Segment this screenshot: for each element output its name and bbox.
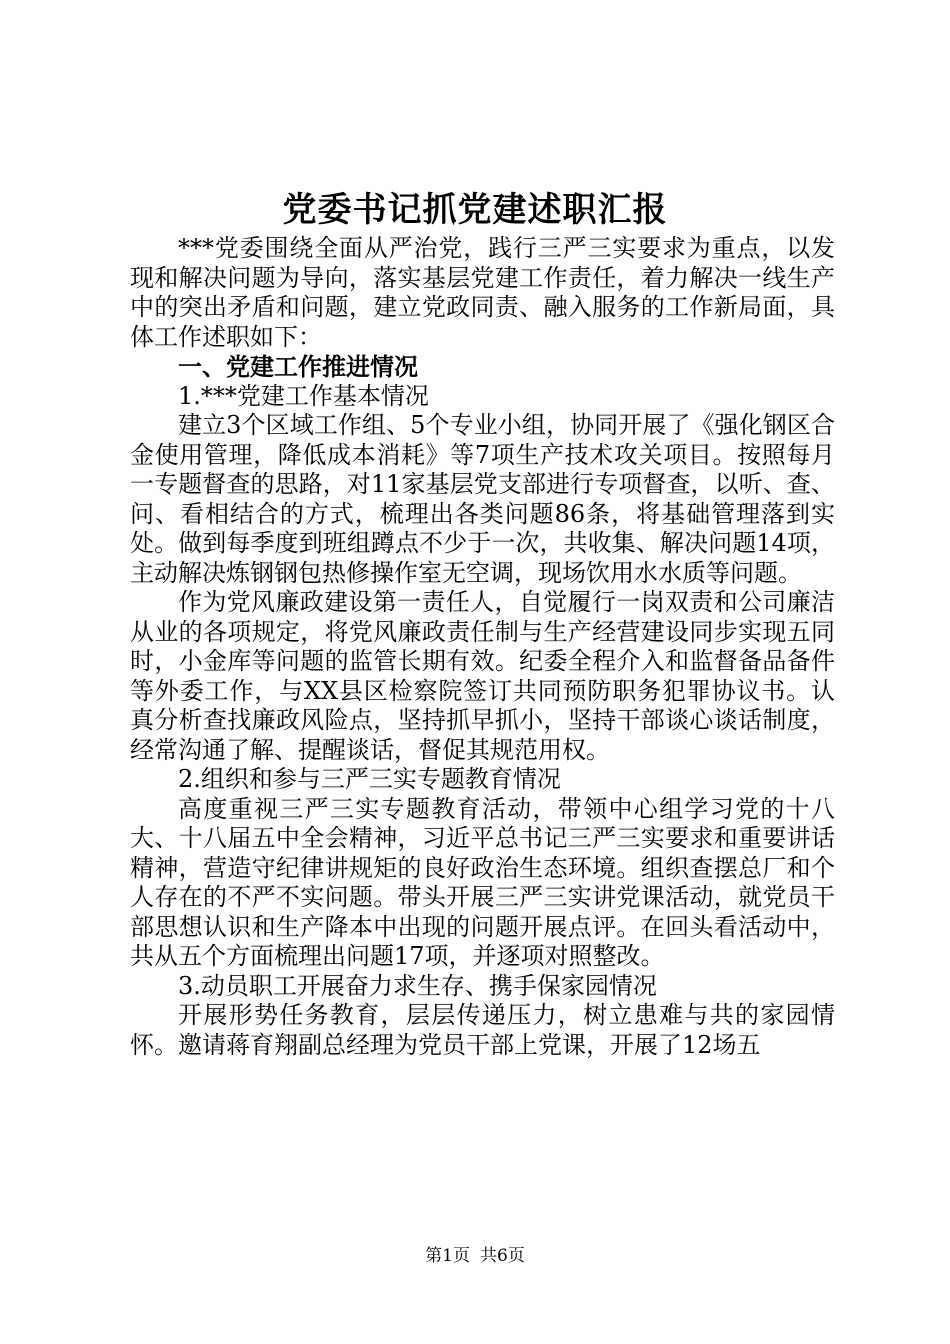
section-heading: 一、党建工作推进情况 (178, 352, 418, 381)
subsection-heading: 1.***党建工作基本情况 (178, 381, 429, 410)
subsection-heading: 2.组织和参与三严三实专题教育情况 (178, 765, 561, 793)
page-count: 共6页 (480, 1246, 525, 1266)
subsection-heading: 3.动员职工开展奋力求生存、携手保家园情况 (178, 971, 657, 1000)
page-footer (0, 1245, 950, 1267)
page-number: 第1页 (425, 1246, 470, 1266)
body-paragraph: 建立3个区域工作组、5个专业小组，协同开展了《强化钢区合金使用管理，降低成本消耗》等7项生产技术攻关项目。按照每月一专题督查的思路，对11家基层党支部进行专项督查，以听、查、问、看相结合的方式，梳理出各类问题86条，将基础管理落到实处。做到每季度到班组蹲点不少于一次，共收集、解决问题14项，主动解决炼钢钢包热修操作室无空调，现场饮用水水质等问题。 (130, 411, 835, 587)
document-body (130, 234, 835, 1060)
intro-paragraph: ***党委围绕全面从严治党，践行三严三实要求为重点，以发现和解决问题为导向，落实基层党建工作责任，着力解决一线生产中的突出矛盾和问题，建立党政同责、融入服务的工作新局面，具体工作述职如下： (130, 234, 835, 351)
body-paragraph: 开展形势任务教育，层层传递压力，树立患难与共的家园情怀。邀请蒋育翔副总经理为党员干部上党课，开展了12场五 (130, 1001, 835, 1059)
document-title: 党委书记抓党建述职汇报 (282, 190, 668, 230)
body-paragraph: 高度重视三严三实专题教育活动，带领中心组学习党的十八大、十八届五中全会精神，习近平总书记三严三实要求和重要讲话精神，营造守纪律讲规矩的良好政治生态环境。组织查摆总厂和个人存在的不严不实问题。带头开展三严三实讲党课活动，就党员干部思想认识和生产降本中出现的问题开展点评。在回头看活动中，共从五个方面梳理出问题17项，并逐项对照整改。 (130, 794, 835, 970)
body-paragraph: 作为党风廉政建设第一责任人，自觉履行一岗双责和公司廉洁从业的各项规定，将党风廉政责任制与生产经营建设同步实现五同时，小金库等问题的监管长期有效。纪委全程介入和监督备品备件等外委工作，与XX县区检察院签订共同预防职务犯罪协议书。认真分析查找廉政风险点，坚持抓早抓小，坚持干部谈心谈话制度，经常沟通了解、提醒谈话，督促其规范用权。 (130, 588, 835, 764)
